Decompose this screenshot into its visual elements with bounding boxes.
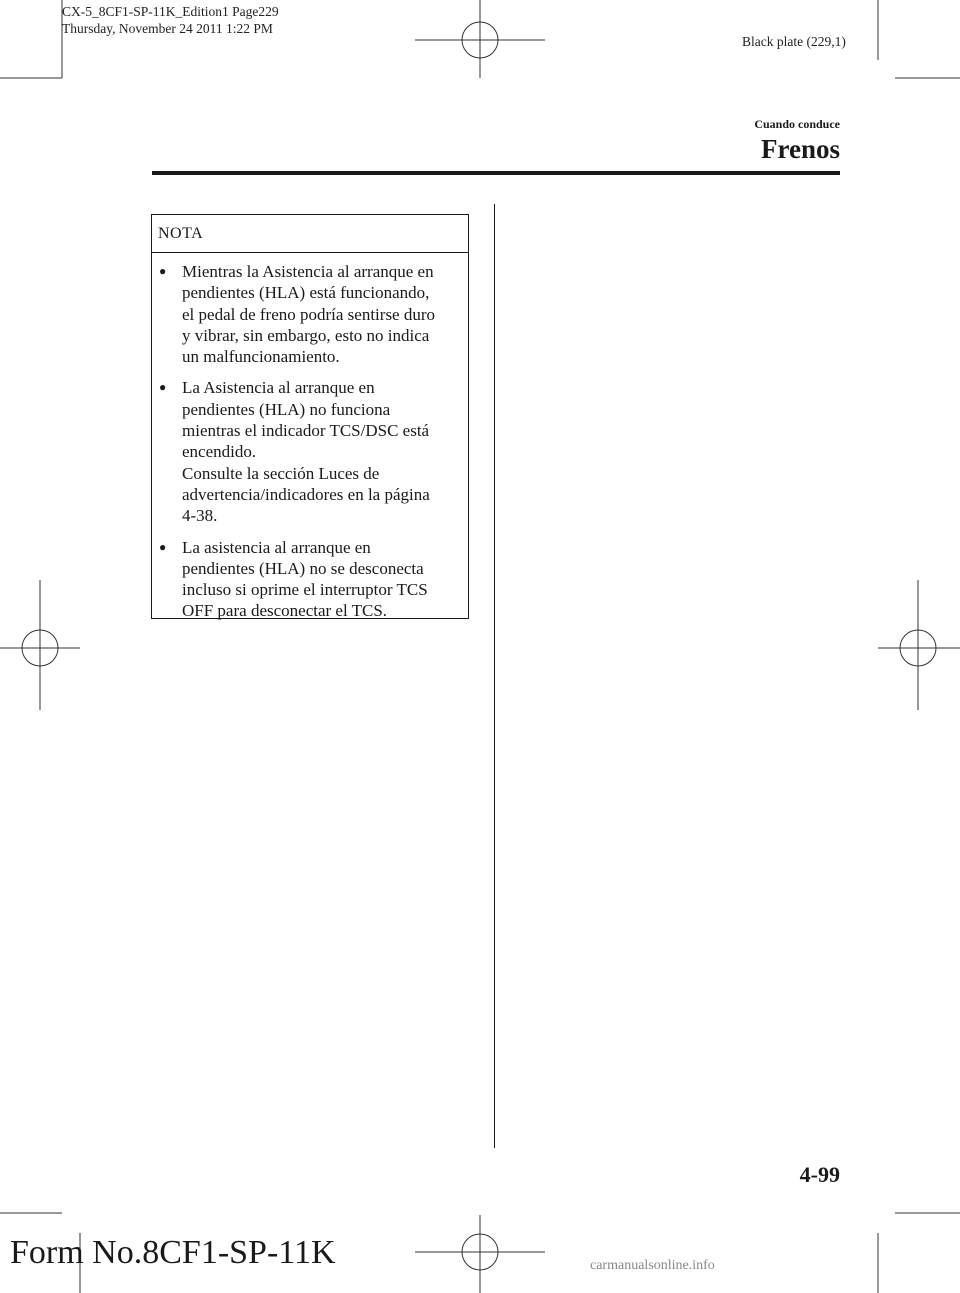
- note-item: [158, 377, 464, 526]
- note-item-text: Mientras la Asistencia al arranque en pendientes (HLA) está funcionando, el pedal de freno podría sentirse duro y vibrar, sin embargo, esto no indica un malfuncionamiento.: [182, 262, 436, 367]
- page-number: 4-99: [799, 1162, 840, 1187]
- bullet-icon: ●: [159, 380, 167, 395]
- note-box: [151, 214, 469, 619]
- note-item: [158, 537, 464, 622]
- chapter-title: Frenos: [761, 134, 840, 164]
- note-item-text: La Asistencia al arranque en pendientes (HLA) no funciona mientras el indicador TCS/DSC está encendido. Consulte la sección Luces de advertencia/indicadores en la página 4-38.: [182, 378, 430, 526]
- print-info-line-1: CX-5_8CF1-SP-11K_Edition1 Page229: [62, 4, 279, 19]
- note-list: [152, 253, 468, 622]
- header-rule: [152, 171, 840, 175]
- column-divider: [494, 204, 495, 1148]
- print-info-line-2: Thursday, November 24 2011 1:22 PM: [62, 21, 273, 36]
- form-number: Form No.8CF1-SP-11K: [10, 1234, 336, 1271]
- plate-label: Black plate (229,1): [742, 34, 846, 49]
- watermark: carmanualsonline.info: [590, 1258, 715, 1273]
- bullet-icon: ●: [159, 264, 167, 278]
- note-item: [158, 261, 464, 367]
- note-item-text: La asistencia al arranque en pendientes (HLA) no se desconecta incluso si oprime el interruptor TCS OFF para desconectar el TCS.: [182, 537, 428, 621]
- note-heading: NOTA: [152, 215, 468, 253]
- section-title: Cuando conduce: [754, 117, 840, 131]
- bullet-icon: ●: [159, 539, 167, 554]
